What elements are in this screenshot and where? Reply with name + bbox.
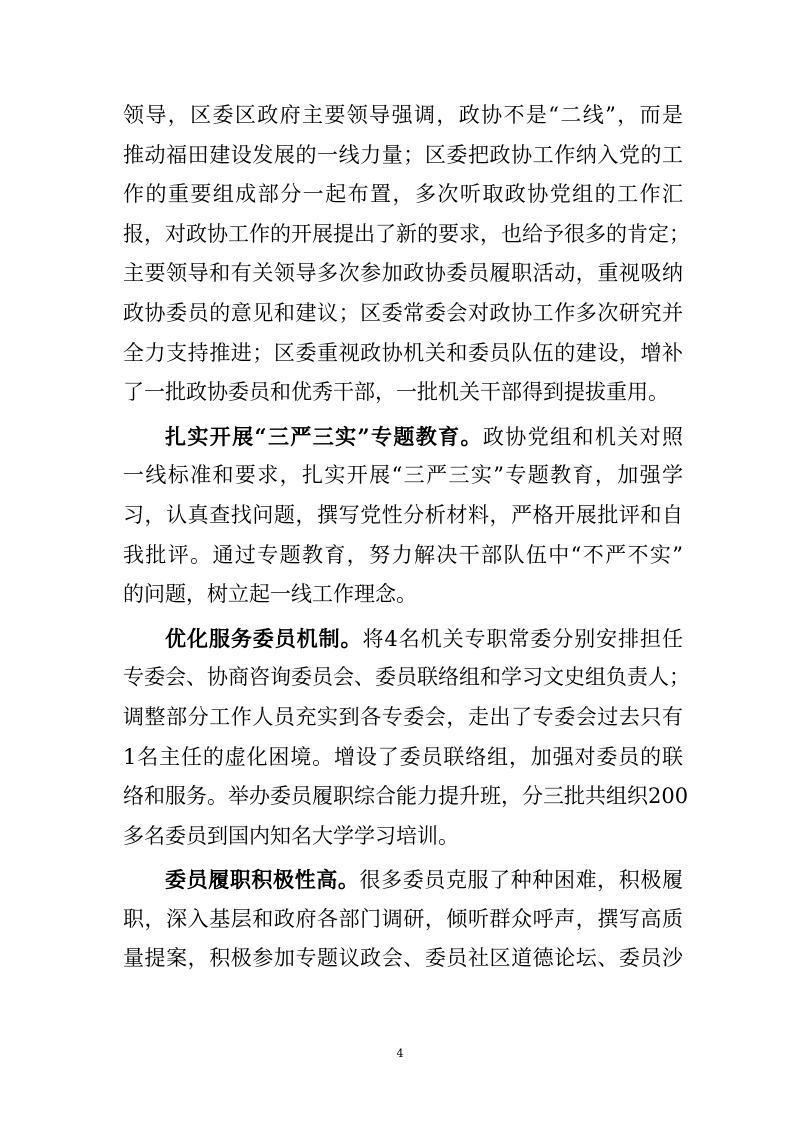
text-line: 量提案，积极参加专题议政会、委员社区道德论坛、委员沙 <box>123 946 683 971</box>
text-line: 政协委员的意见和建议；区委常委会对政协工作多次研究并 <box>123 300 683 325</box>
text-line: 专委会、协商咨询委员会、委员联络组和学习文史组负责人； <box>123 665 690 690</box>
text-line: 作的重要组成部分一起布置，多次听取政协党组的工作汇 <box>123 182 683 207</box>
body-text <box>123 96 690 979</box>
text-line: 我批评。通过专题教育，努力解决干部队伍中“不严不实” <box>123 542 683 567</box>
paragraph-heading: 优化服务委员机制。 <box>165 625 363 651</box>
text-line: 调整部分工作人员充实到各专委会，走出了专委会过去只有 <box>123 704 683 729</box>
text-line <box>123 860 683 900</box>
paragraph-4 <box>123 860 683 979</box>
text-line: 络和服务。举办委员履职综合能力提升班，分三批共组织200 <box>123 784 689 809</box>
text-line: 习，认真查找问题，撰写党性分析材料，严格开展批评和自 <box>123 502 683 527</box>
paragraph-heading: 委员履职积极性高。 <box>165 867 360 893</box>
text-line <box>123 417 683 457</box>
paragraph-1 <box>123 96 690 413</box>
text-line: 推动福田建设发展的一线力量；区委把政协工作纳入党的工 <box>123 142 683 167</box>
text-run: 很多委员克服了种种困难，积极履 <box>359 868 684 893</box>
paragraph-heading: 扎实开展“三严三实”专题教育。 <box>165 423 483 449</box>
text-line <box>123 619 683 659</box>
text-line: 全力支持推进；区委重视政协机关和委员队伍的建设，增补 <box>123 340 683 365</box>
text-line: 多名委员到国内知名大学学习培训。 <box>123 823 459 848</box>
page-number: 4 <box>396 1047 404 1060</box>
text-run: 将4名机关专职常委分别安排担任 <box>362 626 683 651</box>
text-run: 政协党组和机关对照 <box>482 424 683 449</box>
text-line: 的问题，树立起一线工作理念。 <box>123 582 417 607</box>
text-line: 1名主任的虚化困境。增设了委员联络组，加强对委员的联 <box>123 744 683 769</box>
text-line: 领导，区委区政府主要领导强调，政协不是“二线”，而是 <box>123 103 683 127</box>
text-line: 主要领导和有关领导多次参加政协委员履职活动，重视吸纳 <box>123 261 683 286</box>
text-line: 职，深入基层和政府各部门调研，倾听群众呼声，撰写高质 <box>123 906 683 931</box>
paragraph-2 <box>123 417 683 615</box>
paragraph-3 <box>123 619 690 857</box>
text-line: 报，对政协工作的开展提出了新的要求，也给予很多的肯定； <box>123 221 690 246</box>
text-line: 了一批政协委员和优秀干部，一批机关干部得到提拔重用。 <box>123 380 669 405</box>
text-line: 一线标准和要求，扎实开展“三严三实”专题教育，加强学 <box>123 463 683 488</box>
